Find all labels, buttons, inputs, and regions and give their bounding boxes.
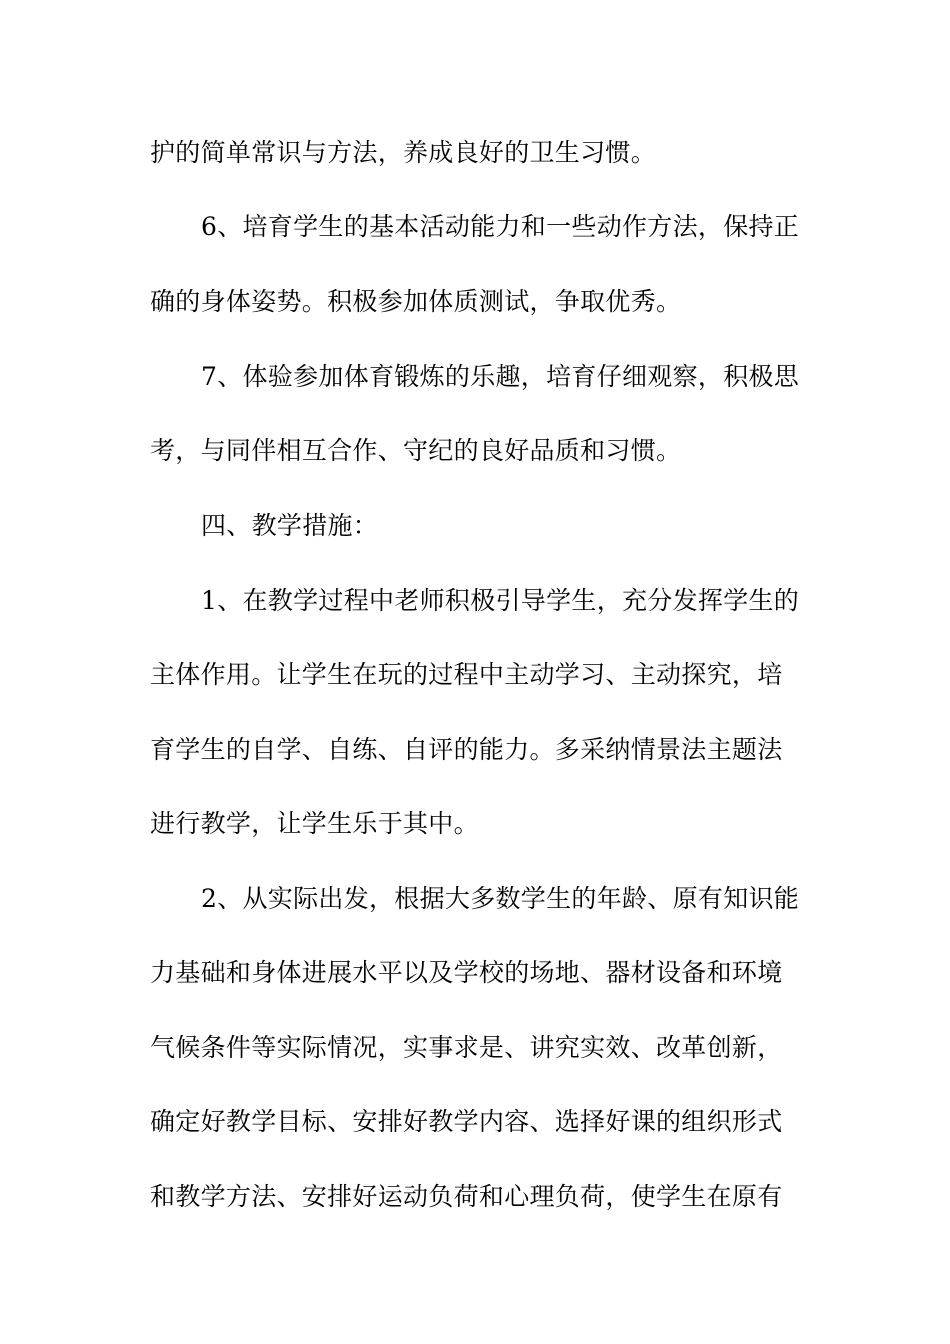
text-line: 确的身体姿势。积极参加体质测试，争取优秀。 [150,287,682,316]
text-line: 考，与同伴相互合作、守纪的良好品质和习惯。 [150,436,682,465]
paragraph-line: 2、从实际出发，根据大多数学生的年龄、原有知识能 [201,884,800,913]
text-line: 进行教学，让学生乐于其中。 [150,809,479,838]
text-line: 力基础和身体进展水平以及学校的场地、器材设备和环境 [150,958,783,987]
paragraph-line: 7、体验参加体育锻炼的乐趣，培育仔细观察，积极思 [201,362,800,391]
text-line: 育学生的自学、自练、自评的能力。多采纳情景法主题法 [150,735,783,764]
text-line: 主体作用。让学生在玩的过程中主动学习、主动探究，培 [150,660,783,689]
paragraph-line: 6、培育学生的基本活动能力和一些动作方法，保持正 [201,212,800,241]
text-line: 气候条件等实际情况，实事求是、讲究实效、改革创新， [150,1033,783,1062]
text-line: 和教学方法、安排好运动负荷和心理负荷，使学生在原有 [150,1182,783,1211]
section-heading: 四、教学措施： [201,511,379,540]
text-line: 护的简单常识与方法，养成良好的卫生习惯。 [150,138,657,167]
paragraph-line: 1、在教学过程中老师积极引导学生，充分发挥学生的 [201,586,800,615]
text-line: 确定好教学目标、安排好教学内容、选择好课的组织形式 [150,1107,783,1136]
